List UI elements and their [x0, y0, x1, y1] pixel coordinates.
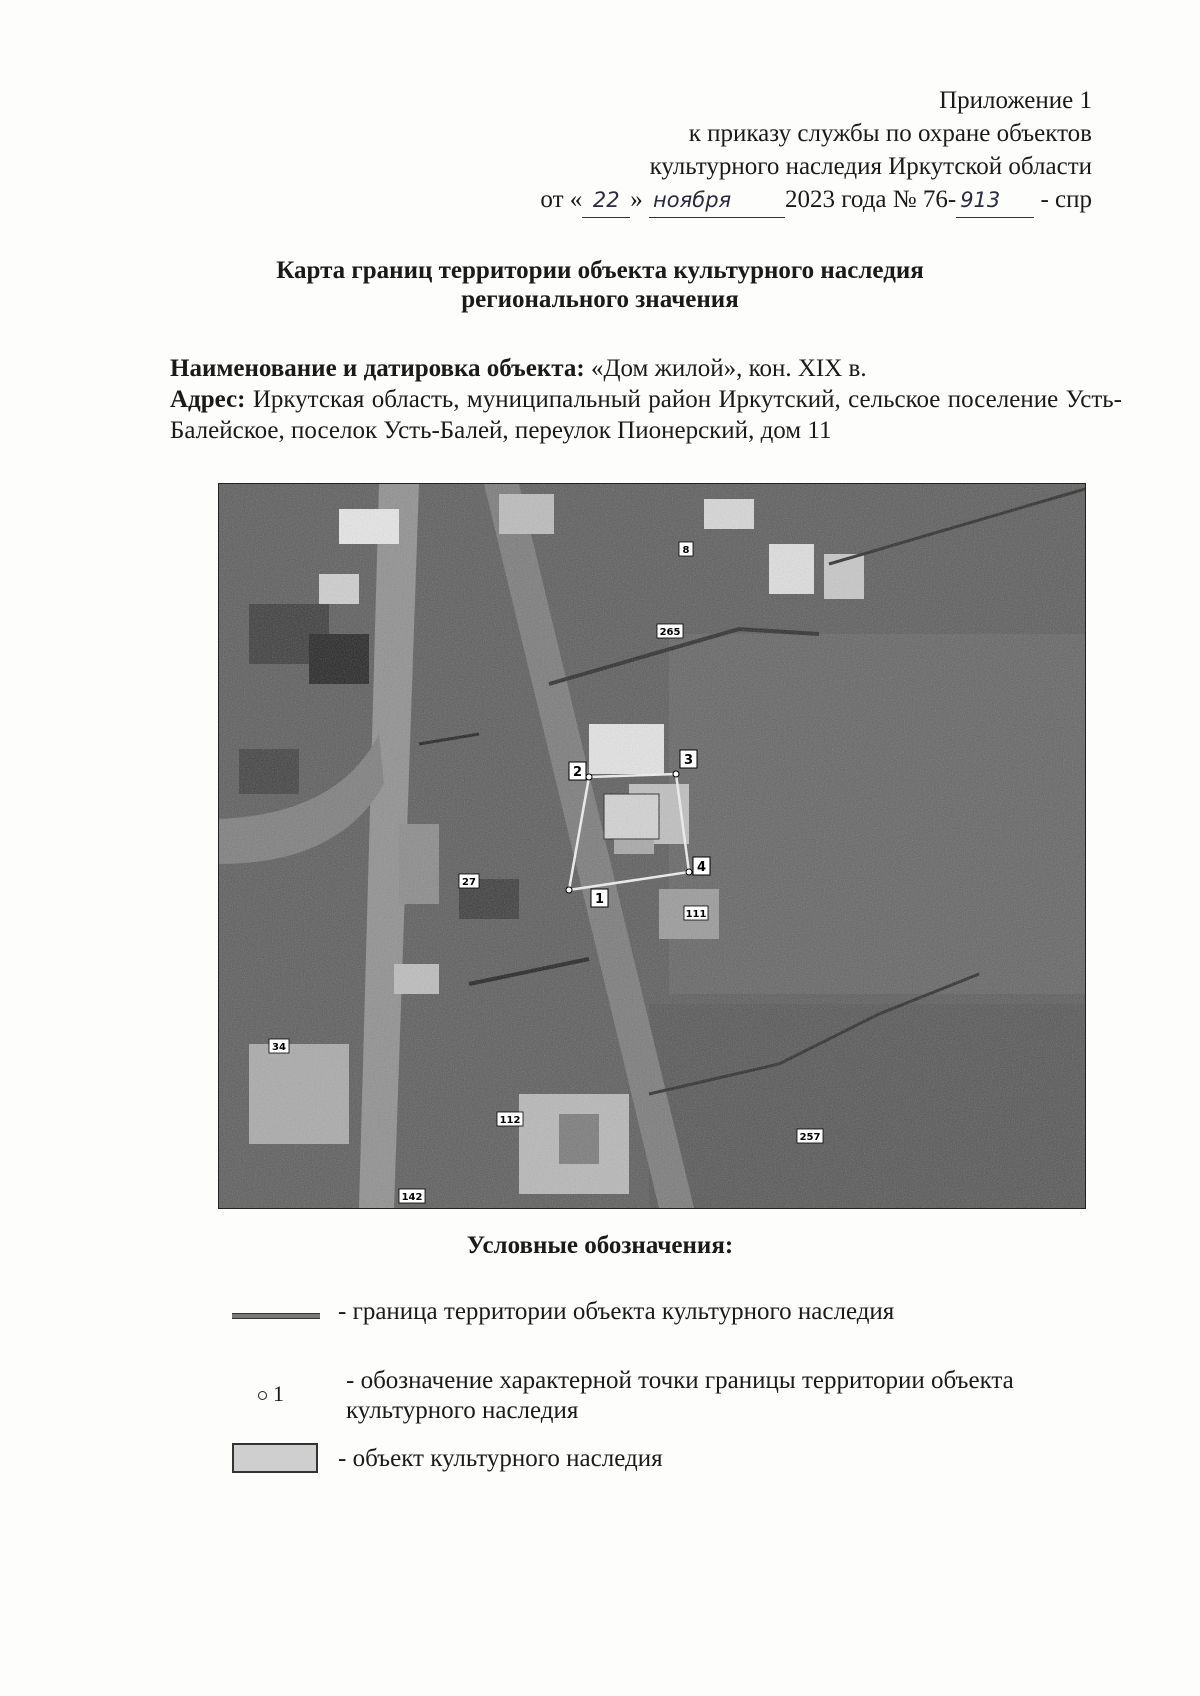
document-title: Карта границ территории объекта культурного наследия регионального значения — [276, 257, 924, 313]
satellite-map — [218, 483, 1086, 1209]
svg-text:112: 112 — [499, 1115, 521, 1126]
parcel-label — [399, 1189, 425, 1203]
object-name: Наименование и датировка объекта: «Дом жилой», кон. XIX в. — [170, 355, 867, 382]
svg-text:2: 2 — [572, 765, 583, 780]
parcel-label — [497, 1112, 523, 1126]
svg-text:4: 4 — [696, 860, 707, 875]
boundary-line-symbol — [232, 1313, 320, 1319]
object-address: Адрес: Иркутская область, муниципальный район Иркутский, сельское поселение Усть-Балейское, поселок Усть-Балей, переулок Пионерский, дом 11 — [170, 386, 1123, 444]
parcel-label — [657, 624, 683, 638]
map-image — [219, 484, 1085, 1208]
handwritten-number: 913 — [956, 184, 1034, 218]
parcel-label — [679, 542, 693, 556]
legend-item-heritage-object: - объект культурного наследия — [338, 1445, 663, 1472]
handwritten-month: ноября — [649, 184, 785, 218]
order-reference-line: к приказу службы по охране объектов — [688, 120, 1092, 147]
svg-text:8: 8 — [682, 545, 690, 556]
svg-text:34: 34 — [272, 1042, 286, 1053]
object-info — [170, 353, 1122, 446]
authority-line: культурного наследия Иркутской области — [649, 153, 1092, 180]
svg-text:142: 142 — [401, 1192, 423, 1203]
svg-text:265: 265 — [659, 627, 681, 638]
legend-title: Условные обозначения: — [466, 1232, 734, 1259]
heritage-object-symbol — [232, 1443, 318, 1473]
legend-item-point: - обозначение характерной точки границы территории объекта культурного наследия — [346, 1367, 1014, 1424]
point-dot-icon — [258, 1391, 267, 1400]
point-symbol: 1 — [258, 1381, 284, 1407]
document-header — [540, 84, 1092, 218]
order-date-line: от « 22 » ноября 2023 года № 76- 913 - спр — [540, 183, 1092, 218]
parcel-label — [684, 906, 708, 920]
svg-text:3: 3 — [683, 753, 694, 768]
parcel-label — [797, 1129, 823, 1143]
parcel-label — [269, 1039, 289, 1053]
appendix-label: Приложение 1 — [939, 87, 1092, 114]
legend-item-boundary: - граница территории объекта культурного наследия — [338, 1298, 895, 1325]
handwritten-day: 22 — [582, 184, 630, 218]
svg-text:1: 1 — [594, 892, 605, 907]
parcel-label — [459, 874, 479, 888]
svg-text:27: 27 — [462, 877, 476, 888]
svg-text:111: 111 — [685, 909, 707, 920]
svg-text:257: 257 — [799, 1132, 821, 1143]
